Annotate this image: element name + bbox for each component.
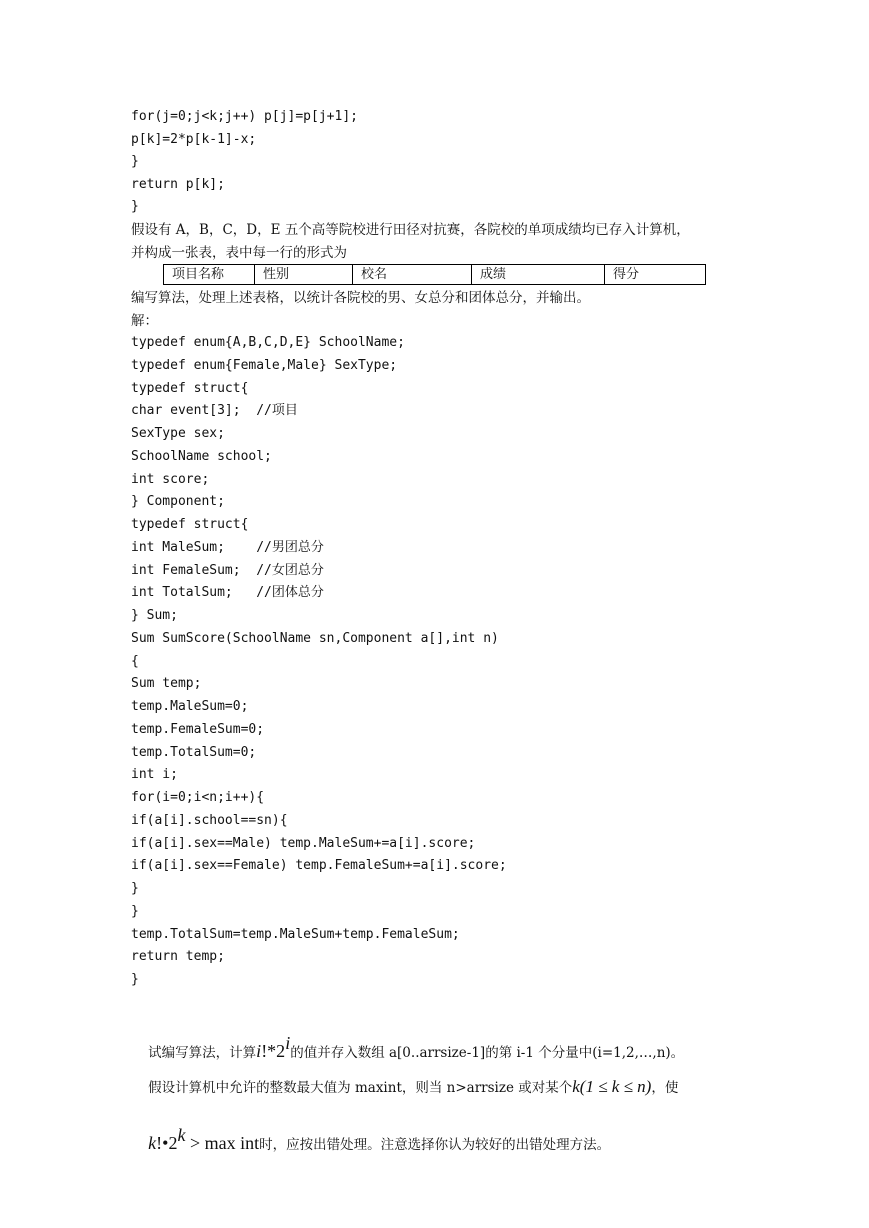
code-line: if(a[i].sex==Male) temp.MaleSum+=a[i].score;: [131, 835, 476, 851]
code-line: temp.MaleSum=0;: [131, 699, 249, 714]
code-line: }: [131, 903, 139, 919]
code-line: return p[k];: [131, 177, 225, 192]
question-text-part: ，使: [651, 1080, 679, 1096]
code-line: }: [131, 154, 139, 169]
question-text-part: 试编写算法，计算: [148, 1045, 257, 1061]
question-text: 并构成一张表，表中每一行的形式为: [131, 245, 347, 261]
code-line: int score;: [131, 471, 210, 487]
code-line: temp.FemaleSum=0;: [131, 721, 265, 737]
table-header-cell: 项目名称: [164, 265, 255, 285]
formula: !•2: [156, 1133, 178, 1153]
question-text: 编写算法，处理上述表格，以统计各院校的男、女总分和团体总分，并输出。: [131, 290, 590, 306]
code-line: for(j=0;j<k;j++) p[j]=p[j+1];: [131, 109, 358, 124]
question-text-part: 的值并存入数组 a[0..arrsize-1]的第 i-1 个分量中(i=1,2,…,n)。: [290, 1045, 685, 1061]
code-line: temp.TotalSum=temp.MaleSum+temp.FemaleSum;: [131, 926, 460, 942]
table-header-cell: 性别: [255, 265, 353, 285]
answer-label: 解：: [131, 313, 158, 329]
table-header-cell: 得分: [605, 265, 706, 285]
formula: > max int: [185, 1133, 260, 1153]
formula: i: [256, 1041, 262, 1061]
code-line: SexType sex;: [131, 426, 225, 441]
code-line: Sum SumScore(SchoolName sn,Component a[],int n): [131, 630, 499, 646]
code-line: char event[3]; //项目: [131, 403, 298, 419]
code-line: if(a[i].school==sn){: [131, 812, 288, 828]
formula: k(1 ≤ k ≤ n): [572, 1077, 652, 1096]
code-line: typedef enum{A,B,C,D,E} SchoolName;: [131, 335, 405, 350]
code-line: int MaleSum; //男团总分: [131, 539, 324, 555]
code-line: int i;: [131, 767, 178, 783]
table-header-cell: 校名: [353, 265, 472, 285]
question-text: 假设有 A，B，C，D，E 五个高等院校进行田径对抗赛，各院校的单项成绩均已存入计算机，: [131, 222, 690, 238]
question-text-part: 假设计算机中允许的整数最大值为 maxint，则当 n>arrsize 或对某个: [148, 1080, 573, 1096]
question-text: [131, 1096, 610, 1184]
table-header-cell: 成绩: [472, 265, 605, 285]
formula-superscript: k: [177, 1125, 186, 1145]
formula-superscript: i: [285, 1033, 291, 1053]
code-line: }: [131, 972, 139, 987]
code-line: Sum temp;: [131, 676, 202, 692]
code-line: p[k]=2*p[k-1]-x;: [131, 132, 257, 147]
formula: !*2: [261, 1041, 286, 1061]
code-line: }: [131, 199, 139, 214]
code-line: typedef struct{: [131, 380, 249, 396]
code-line: int FemaleSum; //女团总分: [131, 562, 324, 578]
formula: k: [148, 1133, 157, 1153]
code-line: }: [131, 881, 139, 896]
code-line: int TotalSum; //团体总分: [131, 585, 324, 601]
code-line: } Sum;: [131, 608, 178, 623]
code-line: for(i=0;i<n;i++){: [131, 790, 265, 805]
code-line: temp.TotalSum=0;: [131, 744, 257, 760]
code-line: return temp;: [131, 949, 225, 965]
record-format-table: [163, 264, 706, 285]
code-line: {: [131, 653, 139, 669]
code-line: } Component;: [131, 494, 225, 510]
code-line: typedef enum{Female,Male} SexType;: [131, 357, 398, 373]
code-line: SchoolName school;: [131, 448, 272, 464]
question-text-part: 时，应按出错处理。注意选择你认为较好的出错处理方法。: [259, 1137, 611, 1153]
code-line: typedef struct{: [131, 517, 249, 532]
code-line: if(a[i].sex==Female) temp.FemaleSum+=a[i].score;: [131, 858, 507, 874]
